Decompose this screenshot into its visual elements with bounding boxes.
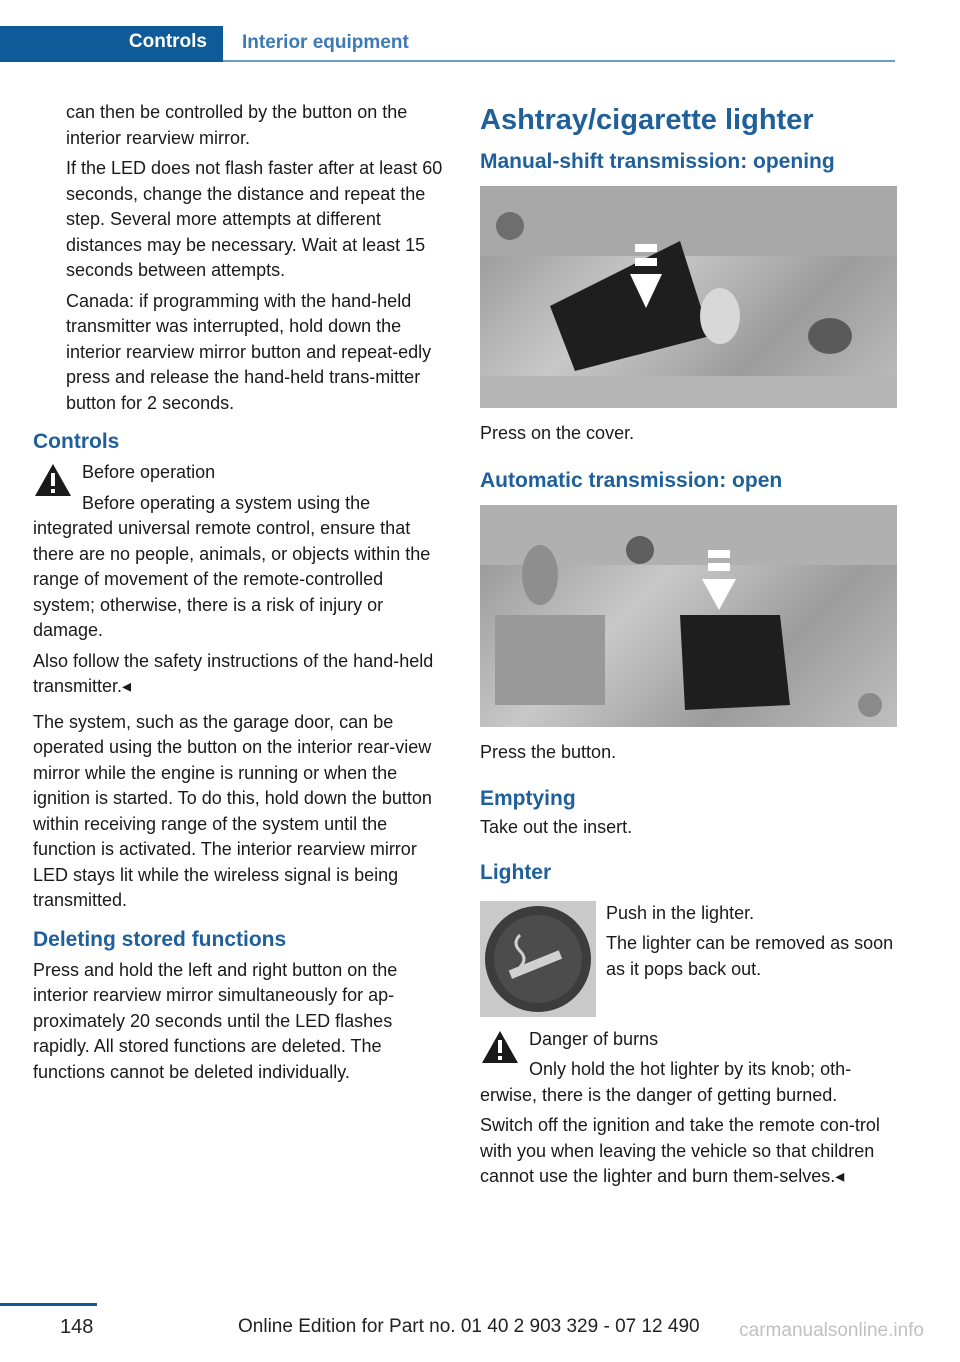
lighter-text: [606, 901, 897, 983]
right-column: [480, 100, 897, 1190]
lighter-push: Push in the lighter.: [606, 902, 755, 923]
paragraph-led-retry: If the LED does not flash faster after at least 60 seconds, change the distance and repeat the step. Several more attempts at different distances may be necessary. Wait at least 15 seconds between attempts.: [66, 158, 443, 280]
paragraph-deleting: Press and hold the left and right button on the interior rearview mirror simultaneously for ap‐proximately 20 seconds until the LED flashes rapidly. All stored functions are deleted. The functions cannot be deleted individually.: [33, 959, 398, 1082]
paragraph-canada: Canada: if programming with the hand-held transmitter was interrupted, hold down the interior rearview mirror button and repeat‐edly press and release the hand-held trans‐mitter button for 2 seconds.: [66, 290, 432, 413]
lighter-heading: Lighter: [480, 860, 552, 884]
page-header: [0, 26, 895, 62]
paragraph-operation: The system, such as the garage door, can be operated using the button on the interior rear‐view mirror while the engine is running or when the ignition is started. To do this, hold down the button within receiving range of the system until the function is activated. The interior rearview mirror LED stays lit while the wireless signal is being transmitted.: [33, 711, 432, 910]
footer-rule: [0, 1303, 97, 1306]
automatic-ashtray-photo: [480, 505, 897, 727]
lighter-block: [480, 891, 897, 1009]
ashtray-title: Ashtray/cigarette lighter: [480, 104, 814, 136]
paragraph-continuation: can then be controlled by the button on the interior rearview mirror.: [66, 102, 408, 148]
cigarette-icon: [480, 901, 596, 1017]
manual-heading: Manual-shift transmission: opening: [480, 150, 835, 173]
section-tab: [0, 26, 223, 62]
manual-caption: Press on the cover.: [480, 423, 635, 443]
auto-heading: Automatic transmission: open: [480, 468, 783, 492]
danger-body: Only hold the hot lighter by its knob; oth‐erwise, there is the danger of getting burned.: [480, 1059, 852, 1105]
deleting-heading: Deleting stored functions: [33, 927, 287, 951]
danger-title: Danger of burns: [529, 1028, 659, 1049]
manual-ashtray-photo: [480, 186, 897, 408]
page-number: 148: [60, 1316, 94, 1338]
subsection-title: Interior equipment: [242, 32, 409, 53]
danger-followup: Switch off the ignition and take the remote con‐trol with you when leaving the vehicle so that children cannot use the lighter and burn them‐selves.◂: [480, 1115, 880, 1186]
manual-ashtray-illustration: [480, 186, 897, 408]
warning-triangle-icon: [33, 462, 73, 498]
warning-followup: Also follow the safety instructions of the hand‐held transmitter.◂: [33, 650, 434, 696]
danger-block: [480, 1027, 897, 1109]
emptying-text: Take out the insert.: [480, 817, 633, 837]
section-title: Controls: [128, 31, 207, 52]
warning-triangle-icon: [480, 1029, 520, 1065]
controls-heading: Controls: [33, 430, 120, 453]
watermark: carmanualsonline.info: [739, 1320, 924, 1341]
automatic-ashtray-illustration: [480, 505, 897, 727]
warning-block: [33, 460, 450, 644]
edition-note: Online Edition for Part no. 01 40 2 903 329 - 07 12 490: [238, 1316, 700, 1337]
auto-caption: Press the button.: [480, 741, 617, 762]
left-column: [33, 100, 450, 1085]
warning-body: Before operating a system using the integrated universal remote control, ensure that there are no people, animals, or objects within the range of movement of the remote-controlled system; otherwise, there is a risk of injury or damage.: [33, 492, 431, 640]
warning-title: Before operation: [82, 462, 216, 482]
lighter-remove: The lighter can be removed as soon as it pops back out.: [606, 933, 894, 979]
emptying-heading: Emptying: [480, 787, 576, 810]
lighter-photo: [480, 901, 596, 1017]
header-rule: [223, 60, 895, 62]
